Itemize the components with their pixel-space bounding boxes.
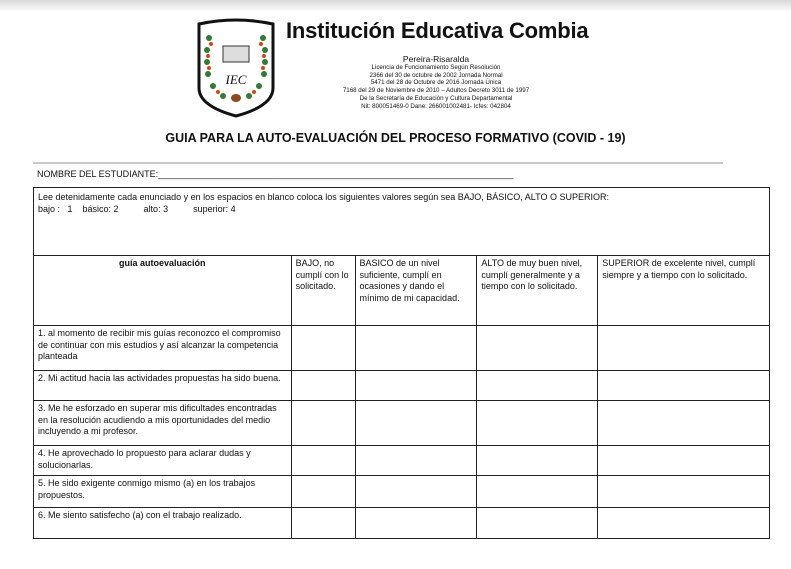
cell-bajo[interactable] xyxy=(291,401,355,446)
cell-basico[interactable] xyxy=(355,446,477,476)
cell-superior[interactable] xyxy=(598,401,770,446)
instructions-box xyxy=(33,187,770,255)
table-row xyxy=(34,401,770,446)
statement: 1. al momento de recibir mis guías reconozco el compromiso de continuar con mis estudios y así alcanzar la competencia planteada xyxy=(34,326,292,371)
divider xyxy=(33,162,723,164)
cell-alto[interactable] xyxy=(477,326,598,371)
table-row xyxy=(34,476,770,508)
table-row xyxy=(34,446,770,476)
table-row xyxy=(34,326,770,371)
table-row xyxy=(34,371,770,401)
cell-alto[interactable] xyxy=(477,401,598,446)
cell-superior[interactable] xyxy=(598,508,770,539)
institution-details xyxy=(286,55,586,110)
detail-line: Nit: 800051469-0 Dane: 266001002481- Icfes: 042804 xyxy=(361,102,511,110)
cell-alto[interactable] xyxy=(477,371,598,401)
statement: 4. He aprovechado lo propuesto para aclarar dudas y solucionarlas. xyxy=(34,446,292,476)
svg-text:IEC: IEC xyxy=(225,72,247,87)
cell-superior[interactable] xyxy=(598,326,770,371)
detail-line: 5471 del 28 de Octubre de 2016 Jornada Única xyxy=(370,79,502,87)
institution-name: Institución Educativa Combia xyxy=(286,18,589,43)
cell-bajo[interactable] xyxy=(291,371,355,401)
cell-superior[interactable] xyxy=(598,476,770,508)
header-superior: SUPERIOR de excelente nivel, cumplí siempre y a tiempo con lo solicitado. xyxy=(598,256,770,326)
cell-bajo[interactable] xyxy=(291,446,355,476)
cell-basico[interactable] xyxy=(355,371,477,401)
cell-bajo[interactable] xyxy=(291,508,355,539)
detail-line: De la Secretaría de Educación y Cultura Departamental xyxy=(359,94,513,102)
cell-superior[interactable] xyxy=(598,446,770,476)
detail-line: 7168 del 29 de Noviembre de 2010 – Adultos Decreto 3011 de 1997 xyxy=(342,87,530,95)
header-bajo: BAJO, no cumplí con lo solicitado. xyxy=(291,256,355,326)
header-row xyxy=(34,256,770,326)
city: Pereira-Risaralda xyxy=(402,54,470,64)
document-title: GUIA PARA LA AUTO-EVALUACIÓN DEL PROCESO FORMATIVO (COVID - 19) xyxy=(165,131,626,145)
statement: 6. Me siento satisfecho (a) con el trabajo realizado. xyxy=(34,508,292,539)
cell-alto[interactable] xyxy=(477,476,598,508)
cell-bajo[interactable] xyxy=(291,326,355,371)
statement: 3. Me he esforzado en superar mis dificultades encontradas en la resolución acudiendo a mis oportunidades del medio incluyendo a mi profesor. xyxy=(34,401,292,446)
cell-alto[interactable] xyxy=(477,508,598,539)
cell-basico[interactable] xyxy=(355,476,477,508)
instructions-text: Lee detenidamente cada enunciado y en los espacios en blanco coloca los siguientes valores según sea BAJO, BÁSICO, ALTO O SUPERIOR: xyxy=(38,192,609,202)
header-alto: ALTO de muy buen nivel, cumplí generalmente y a tiempo con lo solicitado. xyxy=(477,256,598,326)
cell-basico[interactable] xyxy=(355,401,477,446)
cell-basico[interactable] xyxy=(355,326,477,371)
cell-bajo[interactable] xyxy=(291,476,355,508)
page-top-shadow xyxy=(0,0,791,12)
school-crest-logo xyxy=(195,18,277,118)
detail-line: Licencia de Funcionamiento Según Resolución xyxy=(371,64,501,71)
statement: 2. Mi actitud hacia las actividades propuestas ha sido buena. xyxy=(34,371,292,401)
cell-superior[interactable] xyxy=(598,371,770,401)
cell-alto[interactable] xyxy=(477,446,598,476)
evaluation-table xyxy=(33,255,770,539)
cell-basico[interactable] xyxy=(355,508,477,539)
rating-scale: bajo : 1 básico: 2 alto: 3 superior: 4 xyxy=(38,204,236,214)
table-row xyxy=(34,508,770,539)
statement: 5. He sido exigente conmigo mismo (a) en los trabajos propuestos. xyxy=(34,476,292,508)
student-name-field[interactable]: NOMBRE DEL ESTUDIANTE:_______________________________________________________________________ xyxy=(37,169,514,179)
header-basico: BASICO de un nivel suficiente, cumplí en ocasiones y dando el mínimo de mi capacidad. xyxy=(355,256,477,326)
detail-line: 2366 del 30 de octubre de 2002 Jornada Normal xyxy=(369,71,503,79)
header-guide: guía autoevaluación xyxy=(34,256,292,326)
